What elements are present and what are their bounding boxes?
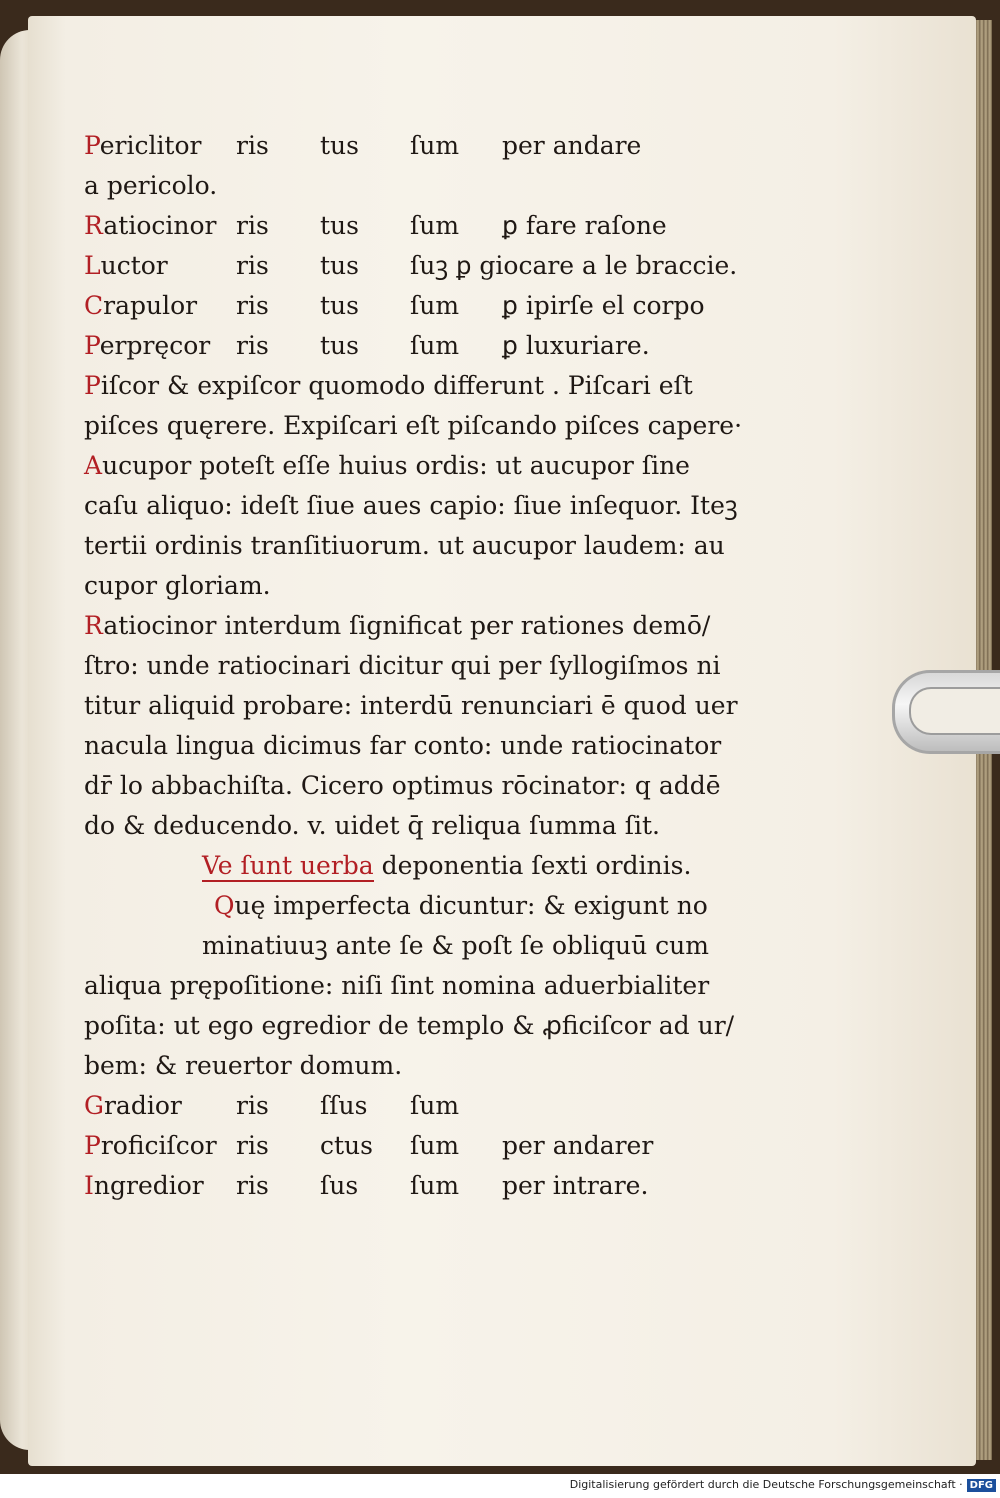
rubric-heading: Ve ſunt uerba bbox=[202, 851, 374, 880]
text-block bbox=[84, 126, 743, 1206]
text-line: a pericolo. bbox=[84, 171, 218, 200]
text-line: Piſcor & expiſcor quomodo differunt . Piſcari eſt bbox=[84, 371, 693, 400]
text-line: piſces quęrere. Expiſcari eſt piſcando piſces capere· bbox=[84, 411, 743, 440]
rubric-initial: I bbox=[84, 1171, 94, 1200]
text-line: minatiuuꝫ ante ſe & poſt ſe obliquū cum bbox=[202, 931, 709, 960]
verb-row: Proficiſcor ris ctus ſum per andarer bbox=[84, 1131, 654, 1160]
text-line: bem: & reuertor domum. bbox=[84, 1051, 403, 1080]
text-line: ſtro: unde ratiocinari dicitur qui per ſyllogiſmos ni bbox=[84, 651, 721, 680]
rubric-initial: P bbox=[84, 1131, 101, 1160]
page-clip bbox=[892, 670, 1000, 754]
rubric-initial: P bbox=[84, 331, 100, 360]
rubric-initial: P bbox=[84, 131, 100, 160]
rubric-initial: G bbox=[84, 1091, 104, 1120]
verb-row: Ingredior ris ſus ſum per intrare. bbox=[84, 1171, 649, 1200]
digitization-footer bbox=[520, 1478, 996, 1496]
verb-row: Perpręcor ris tus ſum ꝑ luxuriare. bbox=[84, 331, 650, 360]
rubric-initial: R bbox=[84, 611, 104, 640]
text-line: tertii ordinis tranſitiuorum. ut aucupor laudem: au bbox=[84, 531, 725, 560]
text-line: cupor gloriam. bbox=[84, 571, 271, 600]
verb-row: Luctor ris tus ſuꝫ ꝑ giocare a le braccie. bbox=[84, 251, 738, 280]
verb-row: Periclitor ris tus ſum per andare bbox=[84, 131, 642, 160]
text-line: Ratiocinor interdum ſignificat per rationes demō/ bbox=[84, 611, 711, 640]
text-line: caſu aliquo: ideſt ſiue aues capio: ſiue inſequor. Iteꝫ bbox=[84, 491, 738, 520]
section-heading: Ve ſunt uerba deponentia ſexti ordinis. bbox=[202, 851, 692, 880]
text-line: aliqua prępoſitione: niſi ſint nomina aduerbialiter bbox=[84, 971, 710, 1000]
text-line: Aucupor poteſt eſſe huius ordis: ut aucupor ſine bbox=[84, 451, 690, 480]
footer-text: Digitalisierung gefördert durch die Deutsche Forschungsgemeinschaft · bbox=[569, 1478, 963, 1491]
rubric-initial: R bbox=[84, 211, 104, 240]
text-line: do & deducendo. v. uidet q̄ reliqua ſumma ſit. bbox=[84, 811, 660, 840]
rubric-initial: C bbox=[84, 291, 104, 320]
rubric-initial: Q bbox=[214, 891, 235, 920]
rubric-initial: P bbox=[84, 371, 101, 400]
text-line: poſita: ut ego egredior de templo & ꝓficiſcor ad ur/ bbox=[84, 1011, 735, 1040]
dfg-logo-icon: DFG bbox=[967, 1479, 996, 1492]
text-line: titur aliquid probare: interdū renunciari ē quod uer bbox=[84, 691, 738, 720]
text-line: nacula lingua dicimus far conto: unde ratiocinator bbox=[84, 731, 722, 760]
verb-row: Gradior ris ſſus ſum bbox=[84, 1091, 460, 1120]
verb-row: Crapulor ris tus ſum ꝑ ipirſe el corpo bbox=[84, 291, 705, 320]
verb-row: Ratiocinor ris tus ſum ꝑ fare raſone bbox=[84, 211, 667, 240]
rubric-initial: A bbox=[84, 451, 103, 480]
text-line: Quę imperfecta dicuntur: & exigunt no bbox=[214, 891, 708, 920]
rubric-initial: L bbox=[84, 251, 101, 280]
text-line: dr̄ lo abbachiſta. Cicero optimus rōcinator: q addē bbox=[84, 771, 721, 800]
